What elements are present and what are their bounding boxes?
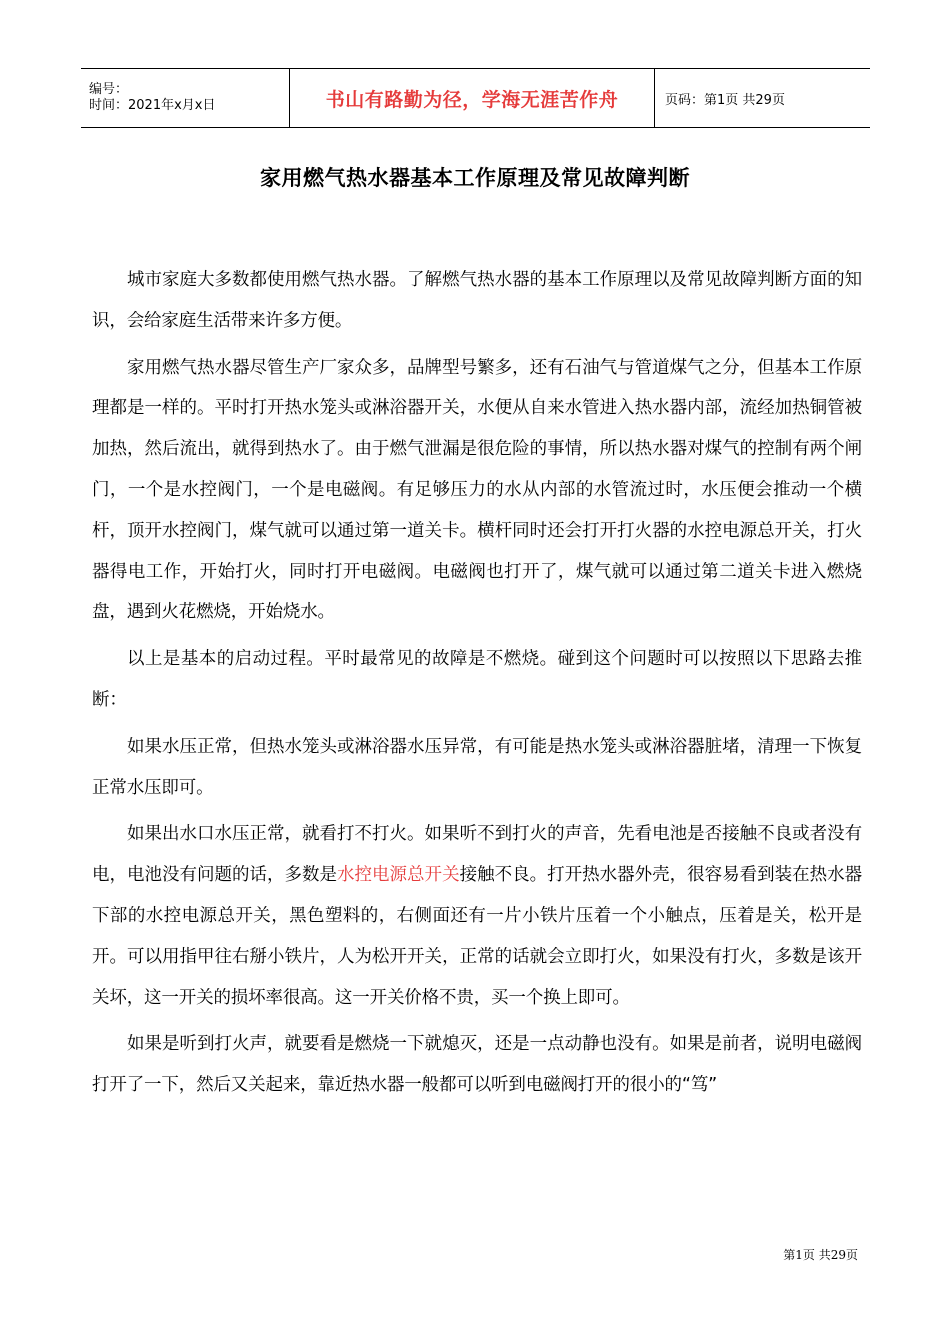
paragraph: 城市家庭大多数都使用燃气热水器。了解燃气热水器的基本工作原理以及常见故障判断方面的知识，会给家庭生活带来许多方便。	[92, 270, 862, 331]
header-table	[81, 68, 870, 128]
motto: 书山有路勤为径，学海无涯苦作舟	[290, 69, 655, 128]
number-label: 编号：	[89, 82, 129, 97]
page-footer: 第1页 共29页	[783, 1248, 858, 1262]
time-label: 时间：2021年x月x日	[89, 98, 216, 113]
header-meta	[81, 69, 290, 128]
page-label: 页码：第1页 共29页	[665, 92, 785, 108]
paragraph: 以上是基本的启动过程。平时最常见的故障是不燃烧。碰到这个问题时可以按照以下思路去推断：	[92, 649, 862, 710]
paragraph-text: 如果出水口水压正常，就看打不打火。如果听不到打火的声音，先看电池是否接触不良或者没有电，电池没有问题的话，多数是	[92, 824, 862, 886]
document-title: 家用燃气热水器基本工作原理及常见故障判断	[260, 166, 690, 190]
document-body	[92, 260, 862, 1106]
highlighted-term: 水控电源总开关	[337, 865, 460, 886]
paragraph: 如果是听到打火声，就要看是燃烧一下就熄灭，还是一点动静也没有。如果是前者，说明电磁阀打开了一下，然后又关起来，靠近热水器一般都可以听到电磁阀打开的很小的“笃”	[92, 1034, 862, 1096]
paragraph-text: 接触不良。打开热水器外壳，很容易看到装在热水器下部的水控电源总开关，黑色塑料的，右侧面还有一片小铁片压着一个小触点，压着是关，松开是开。可以用指甲往右掰小铁片，人为松开开关，正常的话就会立即打火，如果没有打火，多数是该开关坏，这一开关的损坏率很高。这一开关价格不贵，买一个换上即可。	[92, 865, 862, 1008]
paragraph: 如果水压正常，但热水笼头或淋浴器水压异常，有可能是热水笼头或淋浴器脏堵，清理一下恢复正常水压即可。	[92, 736, 862, 798]
paragraph: 家用燃气热水器尽管生产厂家众多，品牌型号繁多，还有石油气与管道煤气之分，但基本工作原理都是一样的。平时打开热水笼头或淋浴器开关，水便从自来水管进入热水器内部，流经加热铜管被加热，然后流出，就得到热水了。由于燃气泄漏是很危险的事情，所以热水器对煤气的控制有两个闸门，一个是水控阀门，一个是电磁阀。有足够压力的水从内部的水管流过时，水压便会推动一个横杆，顶开水控阀门，煤气就可以通过第一道关卡。横杆同时还会打开打火器的水控电源总开关，打火器得电工作，开始打火，同时打开电磁阀。电磁阀也打开了，煤气就可以通过第二道关卡进入燃烧盘，遇到火花燃烧，开始烧水。	[92, 357, 862, 623]
paragraph	[92, 814, 862, 1018]
